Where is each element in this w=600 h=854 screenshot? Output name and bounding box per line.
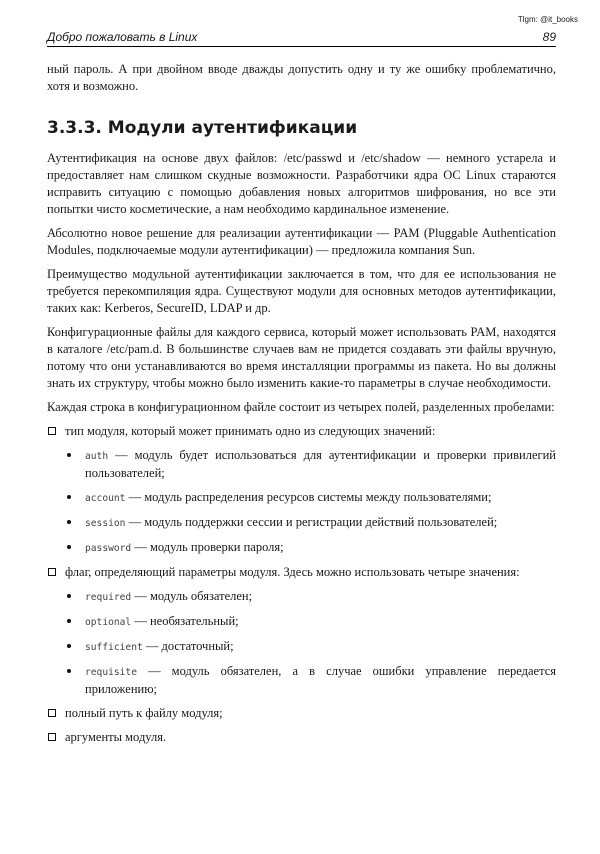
field-item-module-args [47, 729, 556, 746]
checkbox-bullet-icon [48, 427, 56, 435]
bullet-icon [67, 453, 71, 457]
list-item [47, 588, 556, 606]
running-header [47, 28, 556, 47]
list-item [47, 514, 556, 532]
bullet-icon [67, 545, 71, 549]
checkbox-bullet-icon [48, 733, 56, 741]
field-text: аргументы модуля. [65, 730, 167, 744]
list-item [47, 613, 556, 631]
list-item [47, 663, 556, 698]
bullet-icon [67, 594, 71, 598]
value-desc: — необязательный; [131, 614, 239, 628]
bullet-icon [67, 669, 71, 673]
value-code: sufficient [85, 642, 143, 653]
field-text: флаг, определяющий параметры модуля. Здесь можно использовать четыре значения: [65, 565, 520, 579]
value-code: password [85, 543, 132, 554]
list-item [47, 447, 556, 482]
bullet-icon [67, 644, 71, 648]
value-desc: — модуль обязателен, а в случае ошибки управление передается приложению; [85, 664, 556, 696]
value-code: account [85, 493, 126, 504]
telegram-tag: Tlgm: @it_books [517, 15, 578, 24]
paragraph: Преимущество модульной аутентификации заключается в том, что для ее использования не требуется перекомпиляция ядра. Существуют модули для основных методов аутентификации, таких как: Kerberos, SecureID, LDAP и др. [47, 267, 556, 315]
bullet-icon [67, 495, 71, 499]
bullet-icon [67, 619, 71, 623]
page-content [47, 61, 556, 753]
section-title: 3.3.3. Модули аутентификации [47, 118, 358, 138]
paragraph: Конфигурационные файлы для каждого сервиса, который может использовать PAM, находятся в каталоге /etc/pam.d. В большинстве случаев вам не придется создавать эти файлы вручную, потому что они устанавливаются во время инсталляции программы из пакета. Но вы должны знать их структуру, чтобы можно было изменить какие-то параметры в случае необходимости. [47, 325, 556, 390]
header-title: Добро пожаловать в Linux [47, 30, 198, 44]
value-desc: — модуль поддержки сессии и регистрации действий пользователей; [125, 515, 498, 529]
checkbox-bullet-icon [48, 568, 56, 576]
bullet-icon [67, 520, 71, 524]
value-code: session [85, 518, 126, 529]
value-code: optional [85, 617, 132, 628]
value-desc: — модуль распределения ресурсов системы между пользователями; [125, 490, 492, 504]
value-code: requisite [85, 667, 137, 678]
value-desc: — достаточный; [142, 639, 234, 653]
field-item-flag [47, 564, 556, 581]
paragraph: Каждая строка в конфигурационном файле состоит из четырех полей, разделенных пробелами: [47, 400, 555, 414]
page-number: 89 [542, 30, 556, 44]
field-text: полный путь к файлу модуля; [65, 706, 223, 720]
value-code: auth [85, 451, 109, 462]
list-item [47, 539, 556, 557]
module-type-values [47, 447, 556, 557]
list-item [47, 489, 556, 507]
value-code: required [85, 592, 132, 603]
field-text: тип модуля, который может принимать одно из следующих значений: [65, 424, 436, 438]
value-desc: — модуль будет использоваться для аутентификации и проверки привилегий пользователей; [85, 448, 556, 480]
list-item [47, 638, 556, 656]
value-desc: — модуль проверки пароля; [131, 540, 284, 554]
field-item-module-path [47, 705, 556, 722]
flag-values [47, 588, 556, 698]
intro-paragraph: ный пароль. А при двойном вводе дважды допустить одну и ту же ошибку проблематично, хотя и возможно. [47, 62, 556, 93]
checkbox-bullet-icon [48, 709, 56, 717]
value-desc: — модуль обязателен; [131, 589, 253, 603]
paragraph: Аутентификация на основе двух файлов: /etc/passwd и /etc/shadow — немного устарела и предоставляет нам слишком скудные возможности. Разработчики ядра ОС Linux стараются исправить ситуацию с помощью добавления новых алгоритмов шифрования, но все эти попытки чисто косметические, а нам необходимо кардинальное изменение. [47, 151, 556, 216]
paragraph: Абсолютно новое решение для реализации аутентификации — PAM (Pluggable Authentication Modules, подключаемые модули аутентификации) — предложила компания Sun. [47, 226, 556, 257]
field-item-module-type [47, 423, 556, 440]
